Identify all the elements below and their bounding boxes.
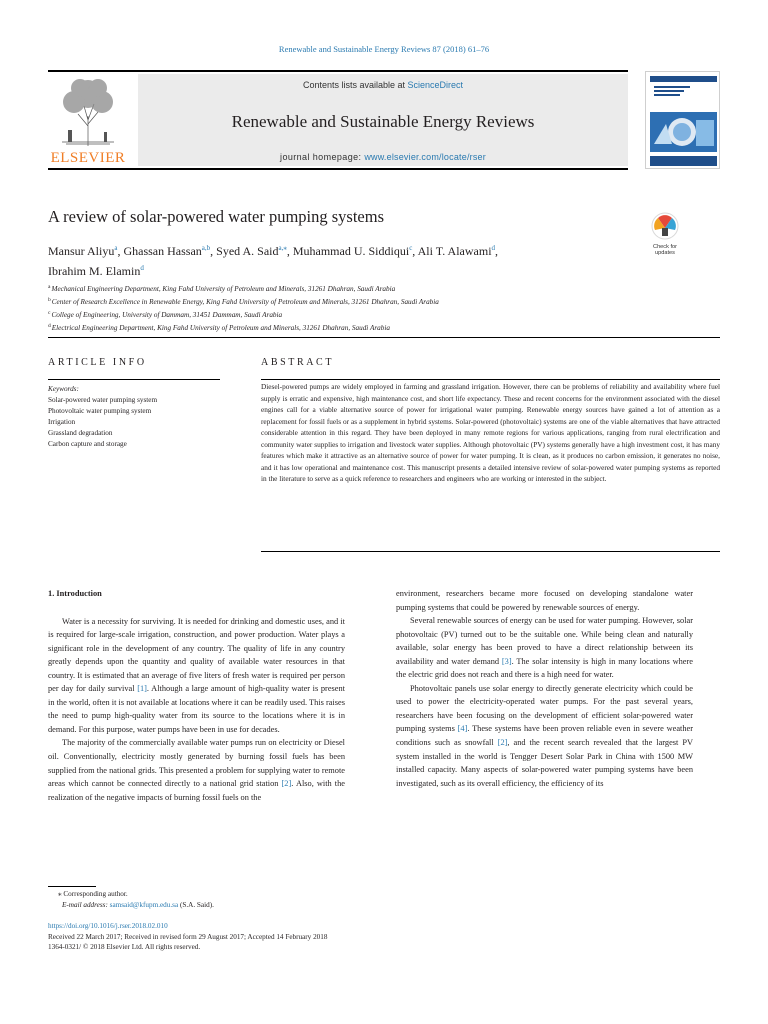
keyword-item[interactable]: Photovoltaic water pumping system — [48, 407, 152, 415]
check-updates-line2: updates — [655, 250, 675, 256]
affiliation-mark: c — [48, 310, 51, 316]
author-affiliation-mark[interactable]: a — [114, 244, 118, 252]
check-updates-line1: Check for — [653, 244, 677, 250]
article-info-heading: ARTICLE INFO — [48, 357, 147, 368]
sciencedirect-link[interactable]: ScienceDirect — [407, 80, 464, 90]
journal-title[interactable]: Renewable and Sustainable Energy Reviews — [231, 112, 535, 131]
paragraph-text: . The solar intensity is high in many locations where the electric grid does not reach and there is a high need for water. — [396, 656, 693, 680]
author-name[interactable]: Ali T. Alawami — [417, 244, 492, 258]
author-name[interactable]: Ghassan Hassan — [123, 244, 202, 258]
header-rule-top — [48, 70, 628, 72]
author-name[interactable]: Ibrahim M. Elamin — [48, 264, 141, 278]
author-list — [48, 240, 638, 280]
paragraph-text: . Although a large amount of high-quality water is present in the world, often it is not available at locations where it can be readily used. This raises the need to pump high-quality water from its source to the locations where it is in demand. For this purpose, water pumps have been in use for decades. — [48, 684, 345, 734]
reference-link[interactable]: [3] — [501, 656, 512, 666]
affiliation-mark: a — [48, 284, 51, 290]
paragraph-text: environment, researchers became more focused on developing standalone water pumping systems that could be powered by renewable sources of energy. — [396, 589, 693, 612]
affiliation-mark: d — [48, 323, 51, 329]
elsevier-tree-logo-icon — [54, 76, 122, 148]
email-link[interactable]: samsaid@kfupm.edu.sa — [109, 900, 179, 909]
affiliation-text: Mechanical Engineering Department, King Fahd University of Petroleum and Minerals, 31261 Dhahran, Saudi Arabia — [51, 285, 396, 293]
keyword-item[interactable]: Grassland degradation — [48, 429, 113, 437]
paragraph-text: The majority of the commercially available water pumps run on electricity or Diesel oil. Conventionally, electricity mostly generated by burning fossil fuels has been supplied from the national grids. This presented a problem for supplying water to remote areas which cannot be connected directly to a national grid station — [48, 738, 345, 789]
author-affiliation-mark[interactable]: d — [491, 244, 496, 252]
abstract-bottom-rule — [261, 551, 720, 552]
body-paragraph — [396, 614, 693, 682]
body-paragraph — [48, 615, 345, 737]
corresponding-author-note: ⁎ Corresponding author. — [58, 890, 128, 898]
doi-block — [48, 921, 448, 953]
email-label: E-mail address: — [62, 900, 108, 909]
abstract-rule — [261, 379, 720, 380]
paragraph-text: Several renewable sources of energy can be used for water pumping. However, solar photovoltaic (PV) turned out to be the suitable one. While being clean and naturally available, solar energy has been proved to have a direct relationship between its availability and water demand — [396, 616, 693, 666]
footnotes — [48, 889, 398, 910]
article-title: A review of solar-powered water pumping systems — [48, 207, 385, 226]
homepage-prefix: journal homepage: — [280, 152, 365, 162]
article-info-rule — [48, 379, 220, 380]
paragraph-text: Photovoltaic panels use solar energy to directly generate electricity which could be used to power the electricity-operated water pumps. For the past several years, researchers have been focusing on the development of efficient solar-powered water pumping systems — [396, 683, 693, 734]
paragraph-text: . These systems have been proven reliable even in severe weather conditions such as snowfall — [396, 724, 694, 748]
journal-header — [48, 70, 628, 170]
doi-link[interactable]: https://doi.org/10.1016/j.rser.2018.02.010 — [48, 922, 168, 930]
abstract-heading: ABSTRACT — [261, 357, 335, 368]
homepage-line — [138, 152, 628, 162]
affiliation-item — [48, 308, 648, 321]
footnote-rule — [48, 886, 96, 887]
author-affiliation-mark[interactable]: d — [140, 264, 144, 272]
received-dates: Received 22 March 2017; Received in revised form 29 August 2017; Accepted 14 February 2018 — [48, 932, 328, 941]
affiliation-item — [48, 295, 648, 308]
author-affiliation-mark[interactable]: c — [409, 244, 413, 252]
author-separator: , — [117, 244, 124, 258]
affiliation-item — [48, 282, 648, 295]
contents-prefix: Contents lists available at — [302, 80, 408, 90]
body-paragraph — [48, 736, 345, 804]
front-matter-divider — [48, 337, 720, 338]
affiliation-text: College of Engineering, University of Dammam, 31451 Dammam, Saudi Arabia — [51, 311, 283, 319]
author-separator: , — [210, 244, 217, 258]
keywords-block — [48, 384, 220, 450]
journal-citation[interactable]: Renewable and Sustainable Energy Reviews 87 (2018) 61–76 — [278, 44, 490, 54]
keyword-item[interactable]: Carbon capture and storage — [48, 440, 127, 448]
copyright-line: 1364-0321/ © 2018 Elsevier Ltd. All rights reserved. — [48, 943, 201, 951]
affiliation-text: Electrical Engineering Department, King Fahd University of Petroleum and Minerals, 31261 Dhahran, Saudi Arabia — [51, 324, 390, 332]
body-paragraph — [396, 682, 693, 790]
body-column-left — [48, 587, 345, 804]
body-paragraph — [396, 587, 693, 614]
reference-link[interactable]: [2] — [497, 738, 508, 748]
author-name[interactable]: Mansur Aliyu — [48, 244, 115, 258]
affiliation-text: Center of Research Excellence in Renewable Energy, King Fahd University of Petroleum and Minerals, 31261 Dhahran, Saudi Arabia — [51, 298, 439, 306]
keyword-item[interactable]: Irrigation — [48, 418, 76, 426]
author-name[interactable]: Muhammad U. Siddiqui — [292, 244, 410, 258]
affiliation-item — [48, 321, 648, 334]
author-affiliation-mark[interactable]: a,⁎ — [278, 244, 287, 252]
reference-link[interactable]: [1] — [137, 684, 147, 694]
header-rule-bottom — [48, 168, 628, 170]
contents-line — [138, 80, 628, 90]
body-column-right — [396, 587, 693, 790]
paragraph-text: . Also, with the realization of the negative impacts of burning fossil fuels on the — [48, 779, 345, 802]
keyword-item[interactable]: Solar-powered water pumping system — [48, 396, 158, 404]
homepage-link[interactable]: www.elsevier.com/locate/rser — [364, 152, 486, 162]
author-name[interactable]: Syed A. Said — [216, 244, 279, 258]
reference-link[interactable]: [4] — [457, 724, 468, 734]
affiliation-list — [48, 282, 648, 334]
paragraph-text: Water is a necessity for surviving. It is needed for drinking and domestic uses, and it is required for large-scale irrigation, construction, and power production. Water plays a significant role in the development of any country. The quality of life in any country greatly depends upon the quantity and quality of available water resources in that country. It is estimated that an average of five liters of fresh water is required per person per day for daily survival — [48, 616, 345, 694]
email-suffix: (S.A. Said). — [178, 900, 214, 909]
keywords-label: Keywords: — [48, 385, 79, 393]
abstract-text: Diesel-powered pumps are widely employed in farming and grassland irrigation. However, there can be problems of reliability and availability where fuel supply is erratic and expensive, high maintenance cost, and short life expectancy. These and recent concerns for the environment associated with the diesel engines call for a viable alternative source of power for irrigational water pumping. Renewable energy sources have gained a lot of attention as a replacement for fossil fuels or as a supplement in hybrid systems. Solar-powered (photovoltaic) systems are one of the viable alternatives that have attracted considerable attention in this regard. They have been deployed in many remote regions for various applications, ranging from rural electrification and community water supplies to irrigation and livestock water supplies. Although photovoltaic (PV) systems generally have a high investment cost, it has many features which make it attractive as an alternative source of power for water pumping. It is clean, as it produces no carbon emission, it generates no noise, and it has low operational and maintenance cost. This manuscript presents a detailed intensive review of solar-powered water pumping systems as reported in the literature to serve as a quick reference to researchers and engineers who are working or interested in the subject. — [261, 382, 720, 484]
check-for-updates-icon[interactable] — [646, 212, 684, 258]
journal-cover-thumbnail-icon[interactable] — [645, 71, 720, 169]
author-separator: , — [495, 244, 499, 258]
paragraph-text: , and the recent search revealed that the largest PV system installed in the world is Tengger Desert Solar Park in China with 1500 MW installed capacity. Many aspects of solar-powered water pumping systems have been investigated, such as its overall efficiency, the efficiency of its — [396, 738, 693, 788]
author-separator: , — [412, 244, 418, 258]
journal-title-box — [138, 74, 628, 166]
author-affiliation-mark[interactable]: a,b — [201, 244, 211, 252]
section-heading-introduction: 1. Introduction — [48, 589, 102, 598]
elsevier-wordmark: ELSEVIER — [50, 150, 126, 166]
affiliation-mark: b — [48, 297, 51, 303]
elsevier-logo[interactable] — [48, 76, 128, 166]
author-separator: , — [286, 244, 293, 258]
email-note — [48, 900, 398, 911]
reference-link[interactable]: [2] — [281, 779, 292, 789]
